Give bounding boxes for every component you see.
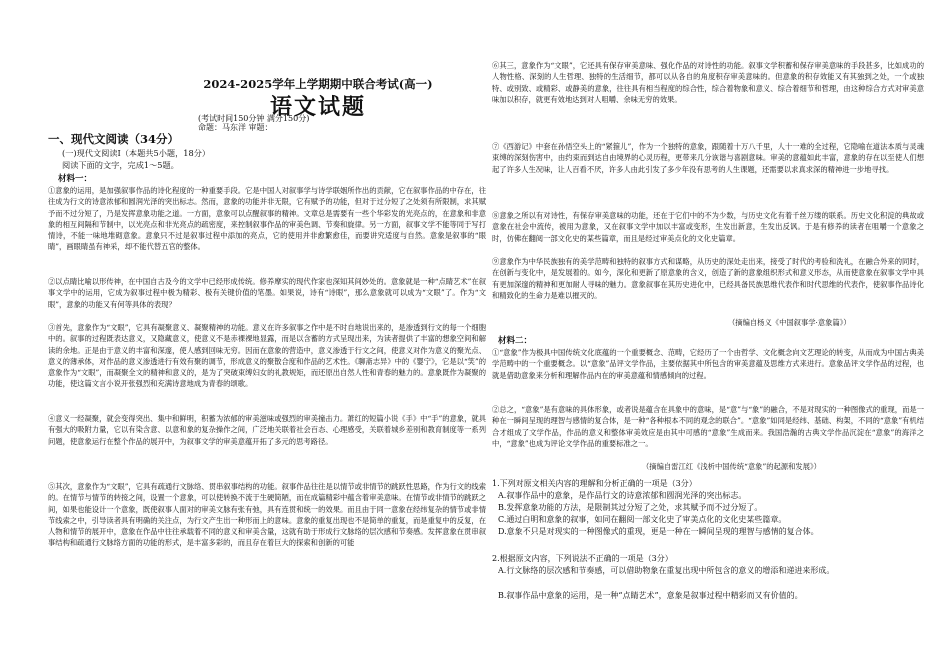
question-stem: 2.根据原文内容，下列说法不正确的一项是（3分） [492, 554, 673, 563]
part-title: (一)现代文阅读Ⅰ（本题共5小题，18分） [62, 148, 211, 158]
paragraph: ①意象的运用，是加强叙事作品的诗化程度的一种重要手段。它是中国人对叙事学与诗学联姻所作出的贡献，它在叙事作品的中存在，往往成为行文的诗意浓郁和圆润光泽的突出标志。然而，意象的功能并非无限，它有赋予的功能，但对于过分短了之处须有所限制，求其赋予而不过分短了，乃是发挥意象功能之道。一方面，意象可以点醒叙事的精神。文章总是需要有一些个华彩发的光亮点的，在意象和非意象的相互间隔和节制中，以光亮点和非光亮点的疏密度，来控制叙事作品的审美色调、节奏和旋律。另一方面，叙事文学不能等同于写打情诗，不能一味地堆砌意象。意象只不过是叙事过程中添加的亮点，它的使用并非愈繁愈佳，而要讲究适度与自然。意象是叙事的“眼睛”，画眼睛虽有神采，却不能代替五官的整体。 [48, 186, 486, 252]
option-b: B.叙事作品中意象的运用，是一种“点睛艺术”，意象是叙事过程中精彩而又有价值的。 [498, 591, 803, 600]
option-b: B.发挥意象功能的方法，是限制其过分短了之处，求其赋予而不过分短了。 [498, 503, 763, 512]
option-c: C.通过白明和意象的叙事，如同在翻阅一部文化史了审美点化的文化史某些篇章。 [498, 515, 787, 524]
paragraph: ④意义一经凝聚，就会变得突出、集中和鲜明，积蓄为浓郁的审美滋味或强烈的审美撞击力。萧红的短篇小说《手》中“手”的意象，就具有强大的吸附力量，它以有染含意、以意和象的复杂操作之间，广泛地关联着社会百态、心理感受，关联着城乡差别和教育制度等一系列问题，使意象运行在整个作品的展开中，为叙事文学的审美意蕴开拓了多元的思考路径。 [48, 414, 486, 446]
section-title: 一、现代文阅读（34分） [48, 132, 180, 146]
material-2-source: （摘编自雷江红《浅析中国传统“意象”的起源和发展》） [642, 462, 821, 471]
paragraph: ⑥其三，意象作为“文眼”，它还具有保存审美意味、强化作品的对诗性的功能。叙事文学积蓄和保存审美意味的手段甚多，比如成功的人物性格、深刻的人生哲理、独特的生活细节，都可以从各自的角度积存审美意味的。但意象的积存效能又有其独到之处，一个或独特、或别致、或精彩、或静美的意象，往往具有相当程度的综合性，综合着物象和意义、综合着细节和哲理，由这种综合方式对审美意味加以积存，就更有效地达到对人咀嚼、余味无穷的效果。 [492, 61, 924, 104]
instruction: 阅读下面的文字，完成1～5题。 [62, 160, 179, 170]
paragraph: ③首先，意象作为“文眼”，它具有凝聚意义、凝聚精神的功能。意义在许多叙事之作中是不时自地说出来的，是渗透到行文的每一个细胞中的。叙事的过程既表达意义，又隐藏意义，使意义不是赤裸裸地显露，而是以含蓄的方式呈现出来，为读者提供了丰富的想象空间和解读的余地。正是由于意义的丰富和深邃，使人感到回味无穷。因而在意象的营造中，意义渗透于行文之间，使意义对作为意义的聚光点、意义的薄承体，对作品的意义渗透进行有效有聚的调节，形成意义的聚散合度和作品的艺术性。《聊斋志异》中的《婴宁》，它是以“笑”的意象作为“文眼”，而凝聚全文的精神和意义的，是为了突破束缚妇女的礼教规矩，而还原出自然人性和青春的魅力的。意象既作为凝聚的功能，使这篇文言小说开张强烈和充满诗意地成为青春的颂歌。 [48, 323, 486, 389]
subject-title: 语文试题 [269, 94, 366, 120]
paragraph: ②以点睛比喻以形传神，在中国自古及今的文学中已经形成传统。修养摩实的现代作家也深知其间妙处的。意象就是一种“点睛艺术”在叙事文学中的运用，它成为叙事过程中极为精彩、极有关键价值的笔墨。如果说，诗有“诗眼”，那么意象就可以成为“文眼”了。作为“文眼”，意象的功能又有何等具体的表现？ [48, 277, 486, 309]
exam-meta [198, 114, 309, 132]
material-2-label: 材料二： [498, 336, 533, 346]
exam-authors: 命题：马东洋 审题： [198, 123, 273, 132]
option-a: A.叙事作品中的意象，是作品行文的诗意浓郁和圆润光泽的突出标志。 [498, 491, 747, 500]
paragraph: ⑦《西游记》中套在孙悟空头上的“紧箍儿”，作为一个独特的意象，跟随着十万八千里，人十一难的全过程，它隐喻在道法本质与灵魂束缚的深刻伤害中，由约束而到达自由境界的心灵历程，更带来几分诙谐与喜剧意味。审美的意蕴如此丰富，意象的存在以至使人们想起了许多人生况味，让人百看不厌，许多人由此引发了多少年没有思考的人生课题，还需要以求真求深的精神进一步地寻找。 [492, 142, 924, 174]
exam-duration: (考试时间150分钟 满分150分) [198, 114, 310, 123]
option-d: D.意象不只是对现实的一种图像式的重现，更是一种在一瞬间呈现的理智与感情的复合体。 [498, 527, 819, 536]
paragraph: ①“意象”作为极具中国传统文化底蕴的一个重要概念、范畴，它经历了一个由哲学、文化概念向文艺理论的转变，从而成为中国古典美学范畴中的一个重要概念。以“意象”品评文学作品，主要依据其中所包含的审美意蕴及思维方式来进行。意象品评文学作品的过程，也就是借助意象来分析和理解作品内在的审美意蕴和情感倾向的过程。 [492, 348, 924, 380]
material-1-source: （摘编自杨义《中国叙事学·意象篇》） [728, 318, 851, 327]
material-1-label: 材料一： [58, 174, 93, 184]
paragraph: ⑨意象作为中华民族独有的美学范畴和独特的叙事方式和谋略，从历史的深处走出来，接受了时代的考验和洗礼，在融合外来的同时，在创新与变化中，是发展着的。如今，深化和更新了原意象的含义，创造了新的意象组织形式和意义形态，从而使意象在叙事文学中具有更加深邃的精神和更加耐人寻味的魅力。意象叙事在其历史进化中，已经具备民族思维代表作和时代思维的代表作，使叙事作品诗化和精致化的生命力是难以摧灭的。 [492, 257, 924, 300]
option-a: A.行文脉络的层次感和节奏感，可以借助物象在重复出现中所包含的意义的增添和递进来形成。 [498, 566, 835, 575]
question-stem: 1.下列对原文相关内容的理解和分析正确的一项是（3分） [492, 479, 697, 488]
paragraph: ⑧意象之所以有对诗性，有保存审美意味的功能，还在于它们中的不为少数，与历史文化有着千丝万缕的联系。历史文化积淀的典故或意象在社会中流传，被用为意象，又在叙事文学中加以丰富或变形，生发出新意，生发出反讽。于是有修养的读者在咀嚼一个意象之时，仿佛在翻阅一部文化史的某些篇章，而且是经过审美点化的文化史篇章。 [492, 211, 924, 243]
paragraph: ②总之，“意象”是有意味的具体形象，或者说是蕴含在具象中的意味，是“意”与“象”的融合，不是对现实的一种图像式的重现，而是一种在一瞬间呈现的理智与感情的复合体，是一种“各种根本不同的观念的联合”。“意象”如同是经纬、基础、构架，不同的“意象”有机结合才组成了文学作品，作品的意义和整体审美效应是由其中可感的“意象”生成而来。我国浩瀚的古典文学作品沉淀在“意象”的海洋之中，“意象”也成为评论文学作品的重要标准之一。 [492, 405, 924, 448]
paragraph: ⑤其次，意象作为“文眼”，它具有疏通行文脉络、贯串叙事结构的功能。叙事作品往往是以情节或非情节的跳跃性思路，作为行文的线索的。在情节与情节的转接之间，设置一个意象，可以使转换不流于生硬简陋，而在成篇精彩中蕴含着审美意味。在情节或非情节的跳跃之间，如果也能设计一个意象，既使叙事人面对的审美文脉有张有弛，具有连贯和统一的效果。而且由于同一意象在经纬复杂的情节或非情节线索之中，引导读者具有明确的关注点，为行文产生出一种形而上的意味。意象的重复出现也不是简单的重复，而是重复中的反复，在人物和情节的展开中，意象在作品中往往承载着不同的意义和审美含量，这就有助于形成行文脉络的层次感和节奏感。发挥意象在贯串叙事结构和疏通行文脉络方面的功能的形式，是丰富多彩的，而且存在着巨大的探索和创新的可能 [48, 482, 486, 548]
exam-title: 2024-2025学年上学期期中联合考试(高一) [203, 77, 433, 91]
